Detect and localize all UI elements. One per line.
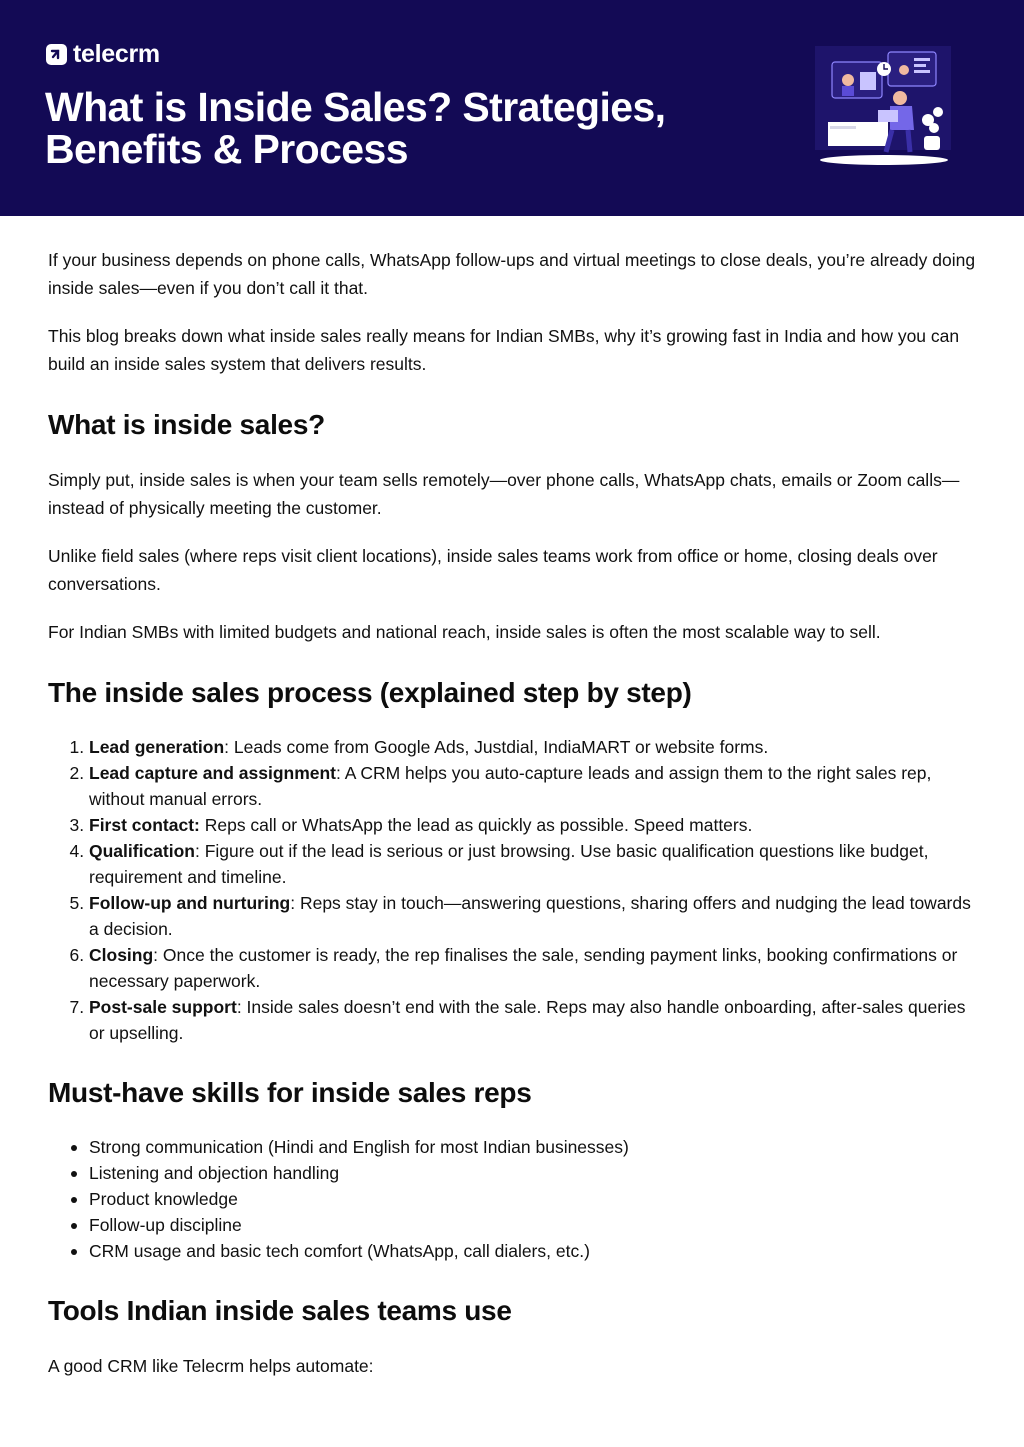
intro-paragraph-1: If your business depends on phone calls, WhatsApp follow-ups and virtual meetings to close deals, you’re already doing inside sales—even if you don’t call it that. (48, 250, 976, 298)
section-heading-skills: Must-have skills for inside sales reps (48, 1077, 532, 1108)
page-title-line-1: What is Inside Sales? Strategies, (45, 84, 666, 130)
step-text: : Inside sales doesn’t end with the sale. Reps may also handle onboarding, after-sales queries or upselling. (89, 997, 966, 1043)
what-paragraph-1: Simply put, inside sales is when your team sells remotely—over phone calls, WhatsApp chats, emails or Zoom calls—instead of physically meeting the customer. (48, 470, 960, 518)
intro-paragraph-2: This blog breaks down what inside sales really means for Indian SMBs, why it’s growing fast in India and how you can build an inside sales system that delivers results. (48, 326, 960, 374)
step-title: Closing (89, 945, 154, 965)
step-text: : Figure out if the lead is serious or just browsing. Use basic qualification questions like budget, requirement and timeline. (89, 841, 929, 887)
skills-list (48, 1134, 978, 1264)
section-heading-process: The inside sales process (explained step by step) (48, 677, 692, 708)
step-text: : A CRM helps you auto-capture leads and assign them to the right sales rep, without manual errors. (89, 763, 932, 809)
what-paragraph-2: Unlike field sales (where reps visit client locations), inside sales teams work from office or home, closing deals over conversations. (48, 546, 938, 594)
list-item (89, 994, 978, 1046)
step-title: First contact: (89, 815, 200, 835)
step-title: Post-sale support (89, 997, 237, 1017)
brand-name: telecrm (73, 40, 160, 68)
article-body (48, 246, 978, 1400)
brand-logo[interactable] (46, 42, 160, 67)
remote-work-illustration-icon (800, 40, 970, 170)
process-steps-list (48, 734, 978, 1046)
list-item (89, 760, 978, 812)
what-paragraph-3: For Indian SMBs with limited budgets and national reach, inside sales is often the most scalable way to sell. (48, 622, 881, 642)
page-title (45, 86, 745, 170)
step-title: Follow-up and nurturing (89, 893, 291, 913)
section-heading-tools: Tools Indian inside sales teams use (48, 1295, 512, 1326)
list-item (89, 942, 978, 994)
step-text: : Leads come from Google Ads, Justdial, IndiaMART or website forms. (224, 737, 769, 757)
step-text: : Once the customer is ready, the rep finalises the sale, sending payment links, booking confirmations or necessary paperwork. (89, 945, 958, 991)
list-item (89, 890, 978, 942)
list-item (89, 812, 978, 838)
list-item: • CRM usage and basic tech comfort (WhatsApp, call dialers, etc.) (89, 1238, 978, 1264)
list-item: • Follow-up discipline (89, 1212, 978, 1238)
page-header (0, 0, 1024, 216)
list-item: • Product knowledge (89, 1186, 978, 1212)
list-item (89, 734, 978, 760)
telecrm-logo-icon (46, 44, 67, 65)
step-text: Reps call or WhatsApp the lead as quickly as possible. Speed matters. (199, 815, 753, 835)
list-item: • Listening and objection handling (89, 1160, 978, 1186)
list-item (89, 838, 978, 890)
step-title: Lead generation (89, 737, 225, 757)
step-text: : Reps stay in touch—answering questions, sharing offers and nudging the lead towards a decision. (89, 893, 971, 939)
step-title: Qualification (89, 841, 195, 861)
tools-paragraph-1: A good CRM like Telecrm helps automate: (48, 1356, 374, 1376)
step-title: Lead capture and assignment (89, 763, 337, 783)
page-title-line-2: Benefits & Process (45, 126, 408, 172)
section-heading-what: What is inside sales? (48, 409, 325, 440)
list-item: • Strong communication (Hindi and English for most Indian businesses) (89, 1134, 978, 1160)
